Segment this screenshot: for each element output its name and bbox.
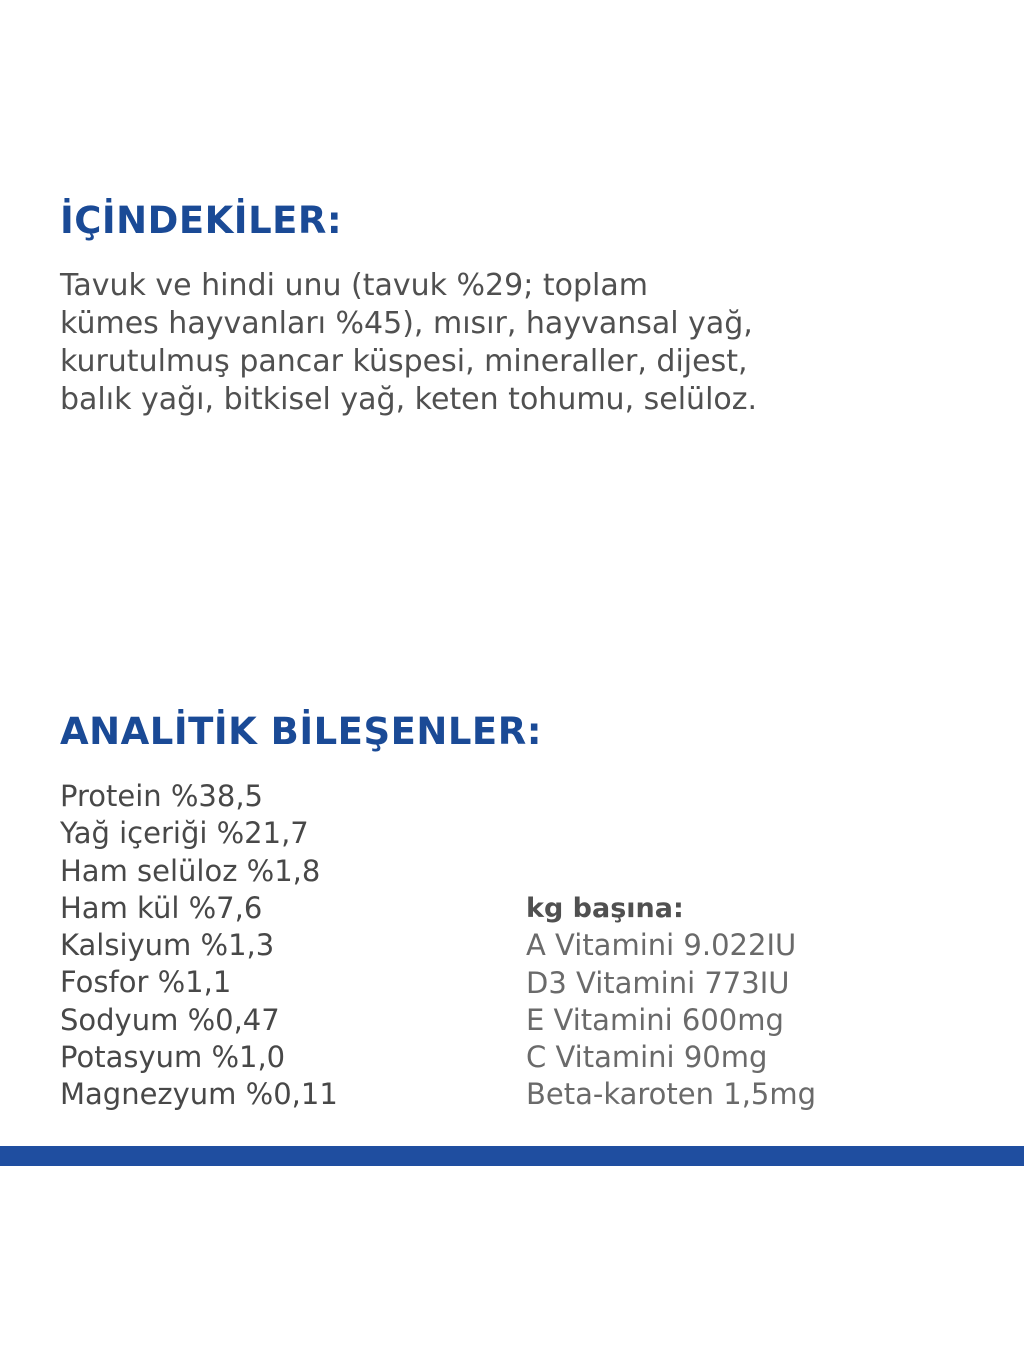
vitamins-block [526, 890, 816, 1114]
analytic-item-sodium: Sodyum %0,47 [60, 1002, 280, 1037]
vitamin-item-d3: D3 Vitamini 773IU [526, 965, 790, 1000]
vitamin-item-e: E Vitamini 600mg [526, 1002, 784, 1037]
ingredients-line: balık yağı, bitkisel yağ, keten tohumu, selüloz. [60, 382, 758, 417]
analytic-item-fat: Yağ içeriği %21,7 [60, 816, 309, 851]
ingredients-heading: İÇİNDEKİLER: [60, 199, 343, 242]
ingredients-line: kümes hayvanları %45), mısır, hayvansal yağ, [60, 306, 753, 341]
vitamins-title: kg başına: [526, 893, 684, 924]
analytic-item-protein: Protein %38,5 [60, 779, 263, 813]
analytic-item-phosphorus: Fosfor %1,1 [60, 965, 232, 1000]
analytic-item-crude-fibre: Ham selüloz %1,8 [60, 853, 321, 888]
vitamins-list [526, 927, 816, 1113]
analytic-item-calcium: Kalsiyum %1,3 [60, 928, 275, 963]
vitamin-item-a: A Vitamini 9.022IU [526, 928, 797, 963]
analytic-item-potassium: Potasyum %1,0 [60, 1040, 286, 1075]
vitamin-item-c: C Vitamini 90mg [526, 1040, 768, 1075]
ingredients-text [60, 267, 960, 419]
bottom-divider-bar [0, 1146, 1024, 1166]
ingredients-line: kurutulmuş pancar küspesi, mineraller, dijest, [60, 344, 748, 379]
analytic-constituents-heading: ANALİTİK BİLEŞENLER: [60, 710, 542, 753]
ingredients-line: Tavuk ve hindi unu (tavuk %29; toplam [60, 268, 648, 303]
analytic-item-magnesium: Magnezyum %0,11 [60, 1077, 338, 1112]
vitamin-item-beta-carotene: Beta-karoten 1,5mg [526, 1077, 817, 1112]
analytic-constituents-list [60, 778, 338, 1114]
analytic-item-crude-ash: Ham kül %7,6 [60, 890, 263, 925]
